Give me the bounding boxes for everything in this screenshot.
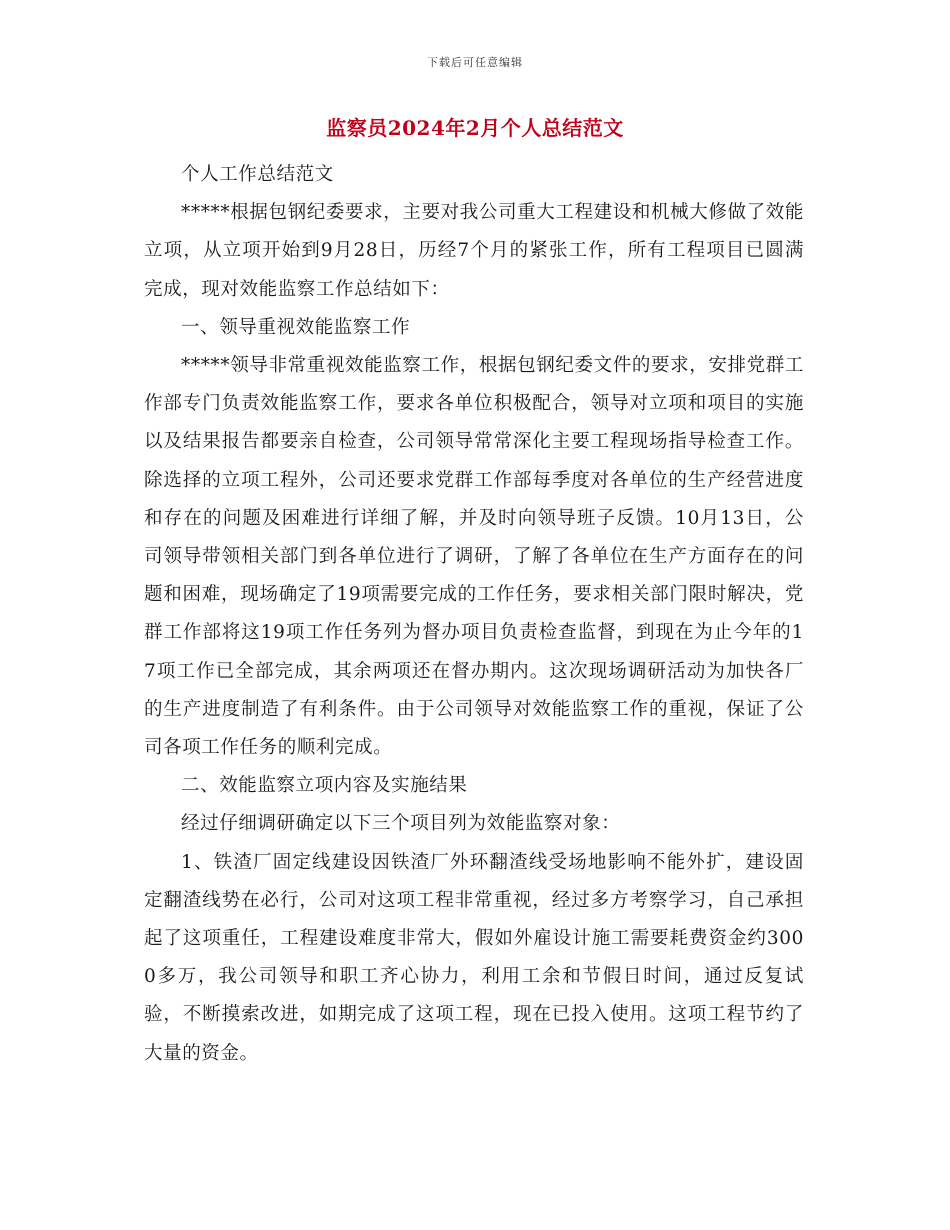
paragraph-subtitle: 个人工作总结范文 bbox=[181, 164, 334, 185]
section-heading-1: 一、领导重视效能监察工作 bbox=[181, 316, 411, 338]
page-header: 下载后可任意编辑 bbox=[427, 56, 523, 69]
document-body bbox=[144, 156, 804, 1073]
paragraph-projects-intro: 经过仔细调研确定以下三个项目列为效能监察对象： bbox=[181, 813, 621, 835]
paragraph-project-1: 1、铁渣厂固定线建设因铁渣厂外环翻渣线受场地影响不能外扩，建设固定翻渣线势在必行，公司对这项工程非常重视，经过多方考察学习，自己承担起了这项重任，工程建设难度非常大，假如外雇设计施工需要耗费资金约3000多万，我公司领导和职工齐心协力，利用工余和节假日时间，通过反复试验，不断摸索改进，如期完成了这项工程，现在已投入使用。这项工程节约了大量的资金。 bbox=[144, 851, 804, 1064]
paragraph-intro: *****根据包钢纪委要求，主要对我公司重大工程建设和机械大修做了效能立项，从立项开始到9月28日，历经7个月的紧张工作，所有工程项目已圆满完成，现对效能监察工作总结如下： bbox=[144, 202, 804, 300]
paragraph-leadership: *****领导非常重视效能监察工作，根据包钢纪委文件的要求，安排党群工作部专门负责效能监察工作，要求各单位积极配合，领导对立项和项目的实施以及结果报告都要亲自检查，公司领导常常深化主要工程现场指导检查工作。除选择的立项工程外，公司还要求党群工作部每季度对各单位的生产经营进度和存在的问题及困难进行详细了解，并及时向领导班子反馈。10月13日，公司领导带领相关部门到各单位进行了调研，了解了各单位在生产方面存在的问题和困难，现场确定了19项需要完成的工作任务，要求相关部门限时解决，党群工作部将这19项工作任务列为督办项目负责检查监督，到现在为止今年的17项工作已全部完成，其余两项还在督办期内。这次现场调研活动为加快各厂的生产进度制造了有利条件。由于公司领导对效能监察工作的重视，保证了公司各项工作任务的顺利完成。 bbox=[144, 355, 804, 759]
document-title: 监察员2024年2月个人总结范文 bbox=[326, 116, 624, 140]
section-heading-2: 二、效能监察立项内容及实施结果 bbox=[181, 775, 468, 797]
